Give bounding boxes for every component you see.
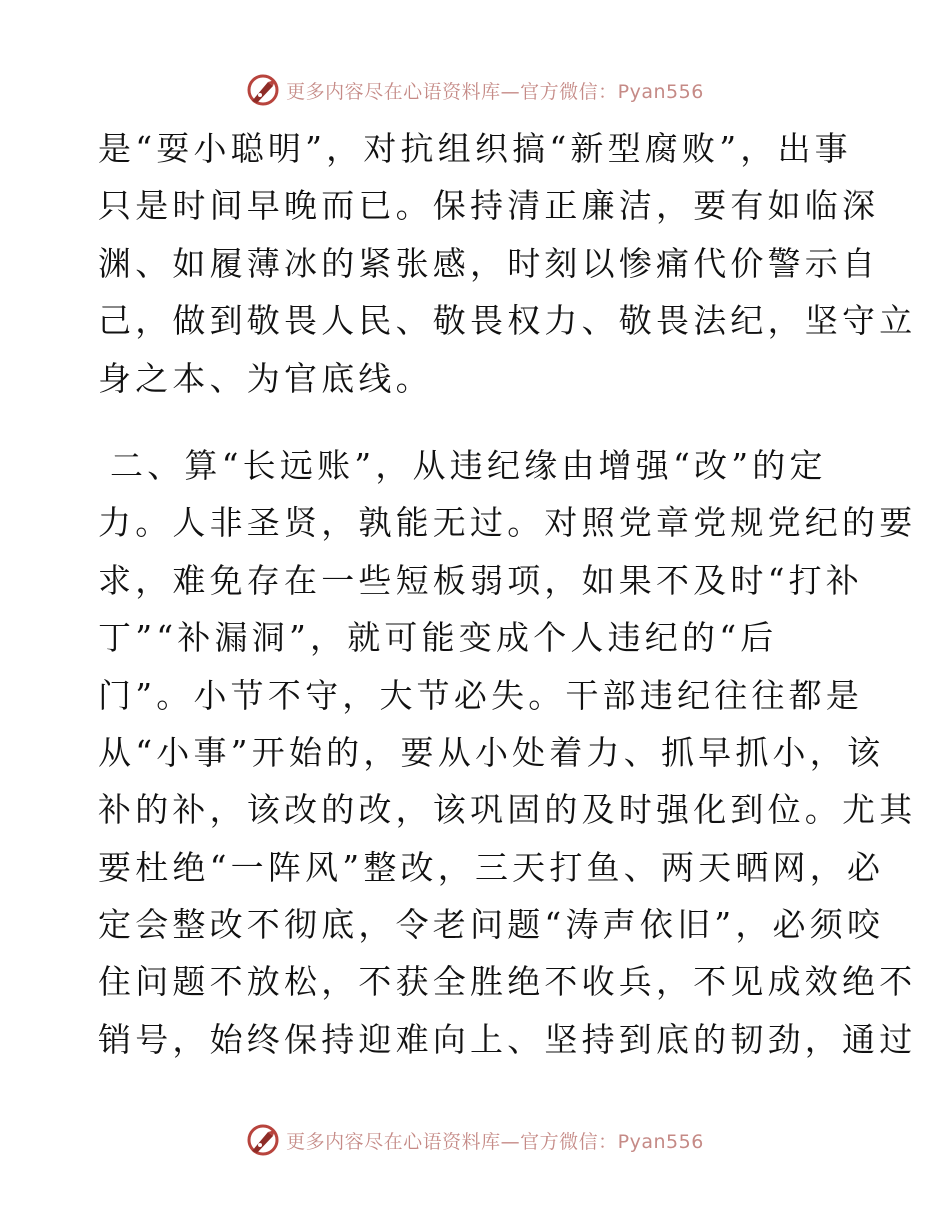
text-line: 身之本、为官底线。	[98, 358, 433, 398]
text-line: 销号，始终保持迎难向上、坚持到底的韧劲，通过	[98, 1019, 917, 1059]
text-line: 从“小事”开始的，要从小处着力、抓早抓小，该	[98, 732, 885, 772]
pen-nib-circle-logo-icon	[246, 73, 280, 107]
watermark-text: 更多内容尽在心语资料库—官方微信：Pyan556	[286, 80, 704, 103]
text-line: 丁”“补漏洞”，就可能变成个人违纪的“后	[98, 618, 778, 658]
text-line: 补的补，该改的改，该巩固的及时强化到位。尤其	[98, 790, 917, 830]
watermark-text: 更多内容尽在心语资料库—官方微信：Pyan556	[286, 1130, 704, 1153]
text-line: 己，做到敬畏人民、敬畏权力、敬畏法纪，坚守立	[98, 301, 917, 341]
header-watermark	[0, 70, 950, 110]
text-line: 住问题不放松，不获全胜绝不收兵，不见成效绝不	[98, 962, 917, 1002]
pen-nib-circle-logo-icon	[246, 1123, 280, 1157]
text-line: 要杜绝“一阵风”整改，三天打鱼、两天晒网，必	[98, 847, 885, 887]
section-heading-line: 二、算“长远账”，从违纪缘由增强“改”的定	[110, 445, 827, 485]
document-body	[98, 120, 917, 1068]
text-line: 渊、如履薄冰的紧张感，时刻以惨痛代价警示自	[98, 243, 880, 283]
paragraph-section-two	[98, 437, 917, 1068]
text-line: 门”。小节不守，大节必失。干部违纪往往都是	[98, 675, 864, 715]
text-line: 求，难免存在一些短板弱项，如果不及时“打补	[98, 560, 864, 600]
text-line: 定会整改不彻底，令老问题“涛声依旧”，必须咬	[98, 905, 885, 945]
text-line: 是“耍小聪明”，对抗组织搞“新型腐败”，出事	[98, 129, 852, 168]
text-line: 只是时间早晚而已。保持清正廉洁，要有如临深	[98, 186, 880, 226]
paragraph-gap	[98, 407, 858, 437]
text-line: 力。人非圣贤，孰能无过。对照党章党规党纪的要	[98, 503, 917, 543]
footer-watermark	[0, 1120, 950, 1160]
paragraph-continuation	[98, 120, 917, 407]
